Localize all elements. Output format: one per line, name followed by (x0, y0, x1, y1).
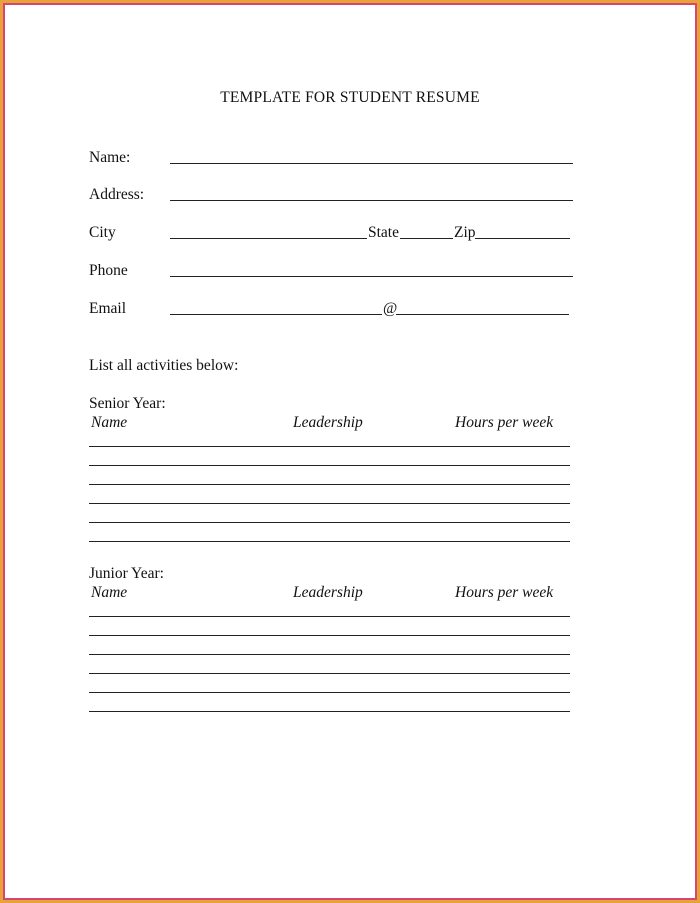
junior-activity-line[interactable] (89, 654, 570, 655)
junior-activity-line[interactable] (89, 711, 570, 712)
senior-col-hours: Hours per week (455, 414, 554, 431)
senior-activity-line[interactable] (89, 503, 570, 504)
activities-prompt: List all activities below: (89, 357, 239, 374)
senior-activity-line[interactable] (89, 446, 570, 447)
state-line[interactable] (400, 238, 453, 239)
senior-col-name: Name (91, 414, 128, 431)
junior-year-label: Junior Year: (89, 565, 164, 582)
name-line[interactable] (170, 163, 573, 164)
phone-line[interactable] (170, 276, 573, 277)
senior-activity-line[interactable] (89, 522, 570, 523)
page-title: TEMPLATE FOR STUDENT RESUME (220, 89, 480, 106)
email-domain-line[interactable] (396, 314, 569, 315)
zip-line[interactable] (475, 238, 570, 239)
email-label: Email (89, 300, 127, 317)
senior-activity-line[interactable] (89, 541, 570, 542)
junior-activity-line[interactable] (89, 635, 570, 636)
zip-label: Zip (454, 224, 476, 241)
junior-col-hours: Hours per week (455, 584, 554, 601)
state-label: State (368, 224, 399, 241)
phone-label: Phone (89, 262, 128, 279)
city-label: City (89, 224, 116, 241)
email-user-line[interactable] (170, 314, 382, 315)
junior-activity-line[interactable] (89, 692, 570, 693)
senior-year-label: Senior Year: (89, 395, 166, 412)
address-label: Address: (89, 186, 145, 203)
junior-col-leadership: Leadership (293, 584, 363, 601)
name-label: Name: (89, 149, 131, 166)
senior-activity-line[interactable] (89, 465, 570, 466)
email-at-symbol: @ (383, 300, 398, 317)
senior-col-leadership: Leadership (293, 414, 363, 431)
city-line[interactable] (170, 238, 367, 239)
senior-activity-line[interactable] (89, 484, 570, 485)
junior-activity-line[interactable] (89, 616, 570, 617)
address-line[interactable] (170, 200, 573, 201)
junior-col-name: Name (91, 584, 128, 601)
junior-activity-line[interactable] (89, 673, 570, 674)
